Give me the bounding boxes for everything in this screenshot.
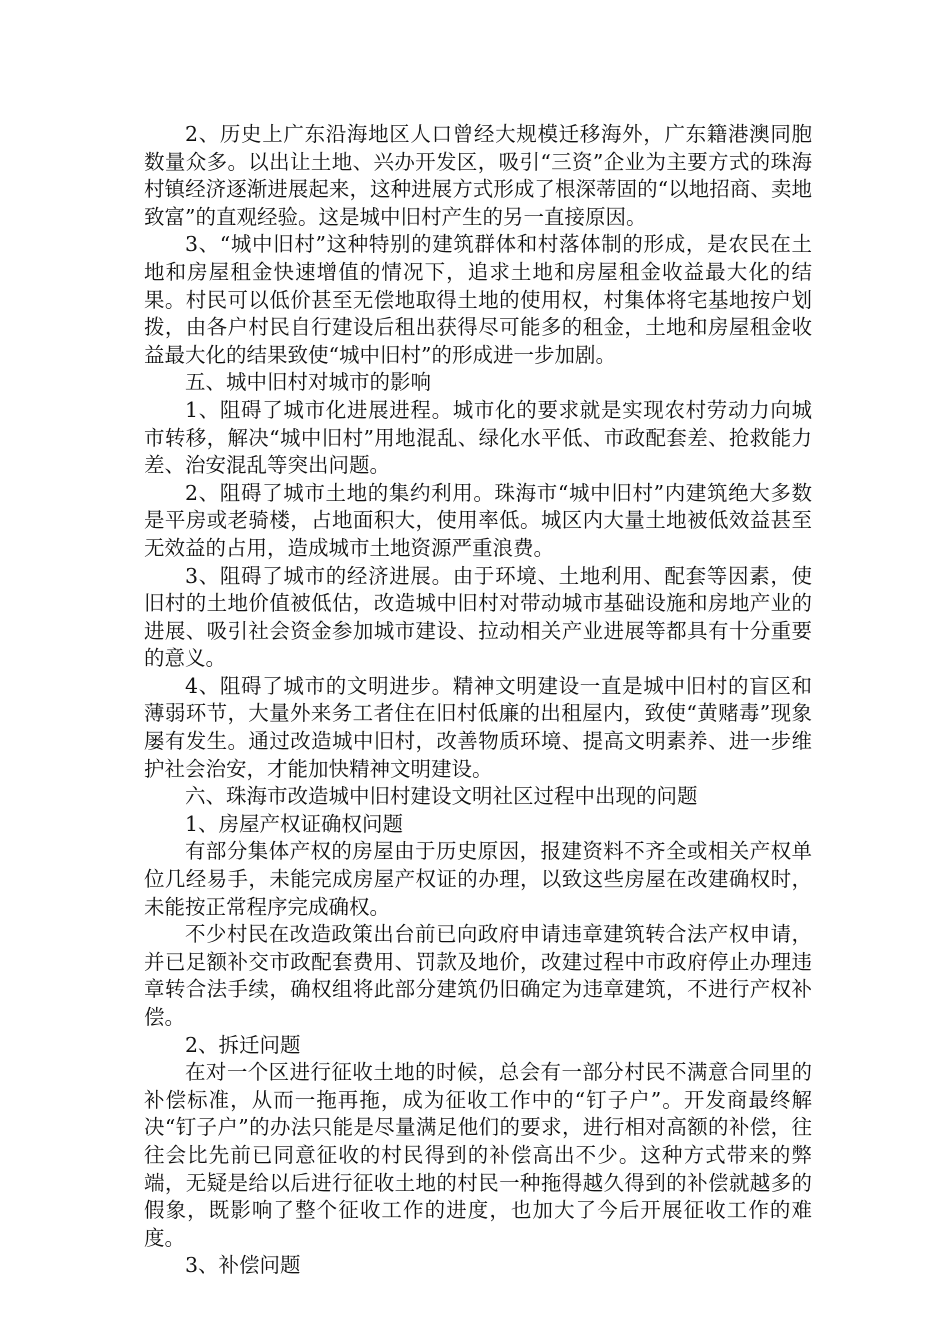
paragraph-demolition: 在对一个区进行征收土地的时候，总会有一部分村民不满意合同里的补偿标准，从而一拖再拖，成为征收工作中的“钉子户”。开发商最终解决“钉子户”的办法只能是尽量满足他们的要求，进行相对高额的补偿，往往会比先前已同意征收的村民得到的补偿高出不少。这种方式带来的弊端，无疑是给以后进行征收土地的村民一种拖得越久得到的补偿就越多的假象，既影响了整个征收工作的进度，也加大了今后开展征收工作的难度。 [144, 1060, 812, 1250]
paragraph-origin-cause-2: 2、历史上广东沿海地区人口曾经大规模迁移海外，广东籍港澳同胞数量众多。以出让土地、兴办开发区，吸引“三资”企业为主要方式的珠海村镇经济逐渐进展起来，这种进展方式形成了根深蒂固的“以地招商、卖地致富”的直观经验。这是城中旧村产生的另一直接原因。 [144, 122, 812, 229]
paragraph-impact-3: 3、阻碍了城市的经济进展。由于环境、土地利用、配套等因素，使旧村的土地价值被低估，改造城中旧村对带动城市基础设施和房地产业的进展、吸引社会资金参加城市建设、拉动相关产业进展等都具有十分重要的意义。 [144, 563, 812, 671]
paragraph-impact-1: 1、阻碍了城市化进展进程。城市化的要求就是实现农村劳动力向城市转移，解决“城中旧村”用地混乱、绿化水平低、市政配套差、抢救能力差、治安混乱等突出问题。 [144, 397, 812, 478]
paragraph-impact-2: 2、阻碍了城市土地的集约利用。珠海市“城中旧村”内建筑绝大多数是平房或老骑楼，占地面积大，使用率低。城区内大量土地被低效益甚至无效益的占用，造成城市土地资源严重浪费。 [144, 480, 812, 560]
section-heading-problems: 六、珠海市改造城中旧村建设文明社区过程中出现的问题 [185, 784, 698, 809]
section-heading-impact: 五、城中旧村对城市的影响 [185, 370, 431, 395]
paragraph-property-rights-2: 不少村民在改造政策出台前已向政府申请违章建筑转合法产权申请，并已足额补交市政配套费用、罚款及地价，改建过程中市政府停止办理违章转合法手续，确权组将此部分建筑仍旧确定为违章建筑，不进行产权补偿。 [144, 922, 812, 1029]
document-body [144, 121, 812, 1280]
paragraph-property-rights-1: 有部分集体产权的房屋由于历史原因，报建资料不齐全或相关产权单位几经易手，未能完成房屋产权证的办理，以致这些房屋在改建确权时，未能按正常程序完成确权。 [144, 839, 812, 919]
subheading-demolition: 2、拆迁问题 [185, 1032, 301, 1057]
subheading-property-rights: 1、房屋产权证确权问题 [185, 811, 404, 836]
subheading-compensation: 3、补偿问题 [185, 1253, 301, 1278]
paragraph-origin-cause-3: 3、“城中旧村”这种特别的建筑群体和村落体制的形成，是农民在土地和房屋租金快速增值的情况下，追求土地和房屋租金收益最大化的结果。村民可以低价甚至无偿地取得土地的使用权，村集体将宅基地按户划拨，由各户村民自行建设后租出获得尽可能多的租金，土地和房屋租金收益最大化的结果致使“城中旧村”的形成进一步加剧。 [144, 232, 812, 367]
paragraph-impact-4: 4、阻碍了城市的文明进步。精神文明建设一直是城中旧村的盲区和薄弱环节，大量外来务工者住在旧村低廉的出租屋内，致使“黄赌毒”现象屡有发生。通过改造城中旧村，改善物质环境、提高文明素养、进一步维护社会治安，才能加快精神文明建设。 [144, 673, 812, 781]
